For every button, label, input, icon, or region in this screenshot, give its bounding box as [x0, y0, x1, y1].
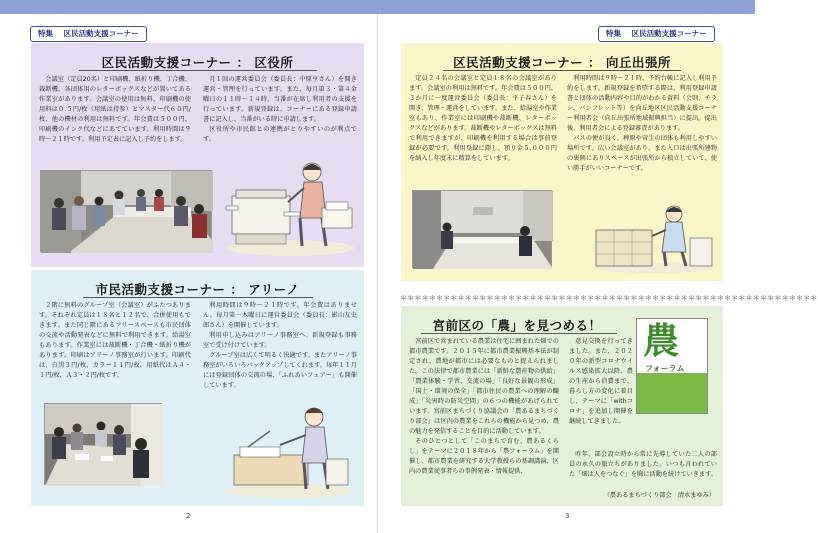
paragraph: グループ室は広くて明るく快適です。またアリーノ事務室がいろいろバックアップしてくれます。毎年１１月には登録団体の交流の場、「ふれあいフェアー」も開催しています。	[203, 352, 357, 389]
mukaigaoka-title: 区民活動支援コーナー ： 向丘出張所	[453, 55, 671, 70]
aririno-text-col1	[39, 301, 191, 401]
section-tag	[30, 26, 147, 42]
tag-kind: 特集	[606, 29, 621, 38]
poster-kanji: 農	[643, 320, 680, 362]
page-number-left: 2	[186, 512, 191, 520]
paragraph: 宮前区で営まれている農業は住宅に囲まれた畑での都市農業です。２０１５年に都市農業振興基本法が制定され、農地が都市には必要なものと捉えられました。この法律で都市農業には「新鮮な農産物の供給」「農業体験・学習、交流の場」「良好な景観の形成」「国土・環境の保全」「都市住民の農業への理解の醸成」「災害時の防災空間」の６つの機能があげられています。宮前区まちづくり協議会の「農あるまちづくり部会」は区内の農業をこれらの機能から見つめ、農の魅力を発信することを目的に活動しています。	[409, 338, 559, 435]
paragraph: 意見交換を行ってきました。また、２０２０年の新型コロナウイルス感染拡大以降、農の生産から消費まで、暮らし方の変化に着目し、テーマに「withコロナ」を追加し開催を継続してきました。	[569, 338, 633, 425]
forum-poster	[636, 318, 708, 414]
aririno-text-col2	[203, 301, 357, 393]
top-color-bar	[0, 0, 755, 14]
paragraph: 利用申し込みはアリーノ事務室へ。新規登録も事務室で受け付けています。	[203, 332, 357, 349]
paragraph: ２階に無料のグループ室（会議室）がふたつあります。それぞれ定員は１８名と１２名で、合併使用もできます。また同じ階にあるフリースペースも市民団体の交流や活動発表などに無料で利用できます。給湯室もあります。作業室には裁断機・丁合機・紙折り機があります。印刷はアリーノ事務室が行います。印刷代は、白黒３円/枚、カラー１１円/枚。用紙代はＡ４・１円/枚、Ａ３・２円/枚です。	[39, 302, 191, 379]
nou-text-col2-narrow	[569, 337, 633, 449]
aririno-photo	[44, 403, 162, 485]
paragraph: 区役所や市民館との連携がとりやすいのが利点です。	[203, 126, 357, 143]
poster-green-band	[637, 373, 707, 413]
paragraph: 定員２４名の会議室と定員１８名の会議室があります。会議室の利用は無料です。年会費は５００円、３か月に一度運営委員会（委員長：平子春さん）を開き、管理・運営をしています。また、給湯室や作業室もあり、作業室には印刷機や裁断機、レターボックスなどがあります。裁断機やレターボックスは無料で利用できますが、印刷機を利用する場合は事前登録が必要です。利用登録に際し、預り金５,０００円を納入し年度末に精算をしています。	[409, 75, 557, 162]
nou-text-col2-wide	[569, 450, 717, 486]
title-underline	[79, 70, 317, 71]
poster-forum-label: フォーラム	[645, 364, 685, 373]
paragraph: 利用時間は９時〜２１時、予約台帳に記入し利用予約をします。新規登録を希望する際は、利用登録申請書と団体の活動内容や目的がわかる資料（会則、チラシ、パンフレット等）を向丘地区区民活動支援コーナー利用者会（向丘出張所地域振興担当）に提出。提出後、利用者会による登録審査があります。	[567, 75, 717, 132]
paragraph: 利用時間は９時〜２１時です。年会費はありません。毎月第一木曜日に運営委員会（委員長：影山友史郎さん）を開催しています。	[203, 302, 357, 329]
tag-label: 区民活動支援コーナー	[63, 29, 139, 38]
tag-kind: 特集	[38, 29, 53, 38]
mukaigaoka-text-col1	[409, 74, 557, 184]
title-underline	[421, 333, 617, 334]
sorting-illustration	[592, 200, 717, 274]
paragraph: 昨年、部会設立時から常に先導していた二人の部員の永久の旅立ちがありました。いつも言われていた「畑は人をつなぐ」を胸に活動を続けていきます。	[569, 451, 718, 478]
cutter-illustration	[226, 395, 356, 499]
section-tag	[598, 26, 715, 42]
paragraph: 会議室（定員20名）と印刷機、紙折り機、丁合機、裁断機、各団体用のレターボックスなどが置いてある作業室があります。会議室の使用は無料、印刷機の使用料は０.５円/枚（用紙は持参）とマスター代６０円/枚、他の機材の利用は無料です。年会費は５００円、印刷機のインク代などにあてています。利用時間は９時〜２１時です。利用予定表に記入し予約をします。	[39, 76, 191, 143]
page-number-right: 3	[565, 512, 570, 520]
mukaigaoka-photo	[412, 190, 552, 268]
title-underline	[83, 297, 313, 298]
author-signature: （農あるまちづくり部会 清水まゆみ）	[603, 492, 715, 499]
ward-office-text-col1	[39, 75, 191, 155]
nou-title: 宮前区の「農」を見つめる！	[432, 318, 602, 333]
paragraph: バスの便が良く、稗原や菅生の団体も利用しやすい場所です。広い会議室があり、また入口は出張所建物の裏側にありスペースが出張所から独立していて、使い勝手がいいコーナーです。	[567, 135, 717, 172]
paragraph: そのひとつとして「このまちで育む、農あるくらし」をテーマに２０１８年から「農フォーラム」を開催し、都市農業を研究する大学教授らの基調講演、区内の農業従事者らの事例発表・情報提供、	[409, 438, 559, 475]
ward-office-photo	[40, 170, 212, 252]
separator-dots: ＊＊＊＊＊＊＊＊＊＊＊＊＊＊＊＊＊＊＊＊＊＊＊＊＊＊＊＊＊＊＊＊＊＊＊＊＊＊＊＊＊＊＊＊＊＊＊＊＊＊＊＊＊＊＊＊＊＊	[400, 294, 818, 302]
paragraph: 月１回の運営委員会（委員長：中原亨さん）を開き運営・管理を行っています。また、毎月第３・第４金曜日の１１時〜１４時、当番が在席し利用者の支援を行っています。新規登録は、コーナーにある登録申請書に記入し、当番がいる時に申請します。	[203, 76, 357, 123]
ward-office-title: 区民活動支援コーナー ： 区役所	[101, 55, 294, 70]
tag-label: 区民活動支援コーナー	[631, 29, 707, 38]
printing-illustration	[222, 150, 357, 258]
aririno-title: 市民活動支援コーナー ： アリーノ	[95, 282, 300, 297]
nou-text-col1	[409, 337, 559, 501]
title-underline	[443, 70, 681, 71]
